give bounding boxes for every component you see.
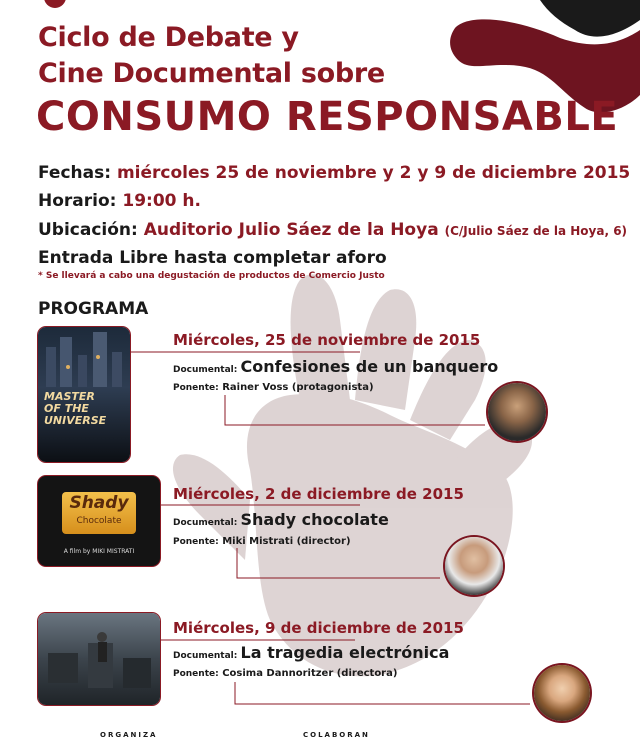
event-1-ponente-label: Ponente: <box>173 383 219 393</box>
event-2-date: Miércoles, 2 de diciembre de 2015 <box>173 485 464 503</box>
speaker-photo-rainer-voss <box>488 383 546 441</box>
title-main: CONSUMO RESPONSABLE <box>36 94 619 140</box>
ubicacion-label: Ubicación: <box>38 220 138 240</box>
title-line-1: Ciclo de Debate y <box>38 22 299 53</box>
ubicacion-value: Auditorio Julio Sáez de la Hoya <box>143 220 439 240</box>
event-1-doc-label: Documental: <box>173 365 238 375</box>
event-2-ponente <box>173 536 351 547</box>
event-3-ponente <box>173 668 397 679</box>
event-2-ponente-label: Ponente: <box>173 537 219 547</box>
event-1-doc-title: Confesiones de un banquero <box>240 357 499 376</box>
poster-master-of-the-universe <box>38 327 130 462</box>
event-1-date: Miércoles, 25 de noviembre de 2015 <box>173 331 481 349</box>
event-3-date: Miércoles, 9 de diciembre de 2015 <box>173 619 464 637</box>
event-2-ponente-name: Miki Mistrati (director) <box>222 536 351 547</box>
poster-la-tragedia-electronica <box>38 613 160 705</box>
poster-shady-chocolate <box>38 476 160 566</box>
event-1-ponente-name: Rainer Voss (protagonista) <box>222 382 374 393</box>
event-1-ponente <box>173 382 374 393</box>
event-3-ponente-name: Cosima Dannoritzer (directora) <box>222 668 398 679</box>
degustacion-note: * Se llevará a cabo una degustación de productos de Comercio Justo <box>38 271 385 281</box>
fechas-label: Fechas: <box>38 163 112 183</box>
poster-2-title: Shady <box>69 493 129 513</box>
poster-2-subtitle: Chocolate <box>76 516 122 526</box>
entrada-libre: Entrada Libre hasta completar aforo <box>38 248 387 268</box>
poster-1-title: MASTER OF THE UNIVERSE <box>44 390 107 427</box>
fechas-value: miércoles 25 de noviembre y 2 y 9 de diciembre 2015 <box>116 163 631 183</box>
poster-2-credit: A film by MIKI MISTRATI <box>63 548 135 555</box>
event-1-documental <box>173 357 498 376</box>
footer-colaboran: COLABORAN <box>303 731 370 739</box>
programa-heading: PROGRAMA <box>38 299 149 319</box>
event-3-doc-title: La tragedia electrónica <box>240 643 450 662</box>
event-3-ponente-label: Ponente: <box>173 669 219 679</box>
e-waste-scene-graphic <box>38 613 160 705</box>
event-2-documental <box>173 510 389 529</box>
ubicacion-address: (C/Julio Sáez de la Hoya, 6) <box>444 224 628 238</box>
horario-value: 19:00 h. <box>122 191 201 211</box>
event-3-documental <box>173 643 449 662</box>
title-line-2: Cine Documental sobre <box>38 58 385 89</box>
event-3-doc-label: Documental: <box>173 651 238 661</box>
horario-label: Horario: <box>38 191 117 211</box>
footer-organiza: ORGANIZA <box>100 731 158 739</box>
event-2-doc-title: Shady chocolate <box>240 510 389 529</box>
event-2-doc-label: Documental: <box>173 518 238 528</box>
speaker-photo-miki-mistrati <box>445 537 503 595</box>
speaker-photo-cosima-dannoritzer <box>534 665 590 721</box>
